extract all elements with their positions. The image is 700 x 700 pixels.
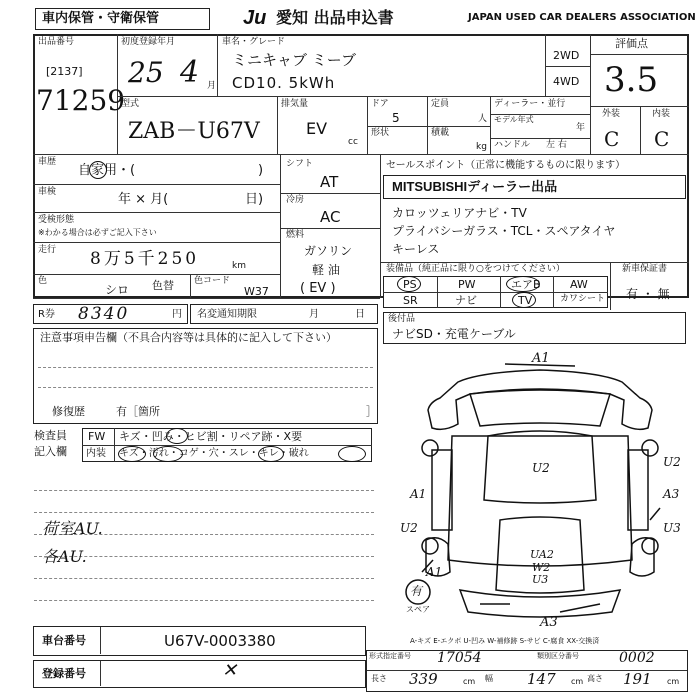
received-label: 受検形態 bbox=[38, 215, 75, 225]
mileage-label: 走行 bbox=[38, 245, 57, 255]
equip-aw: AW bbox=[570, 278, 588, 291]
length-unit: cm bbox=[463, 677, 476, 686]
mileage-value: 8万5千250 bbox=[90, 249, 200, 269]
aftermarket-value: ナビSD・充電ケーブル bbox=[392, 327, 516, 341]
dent-circle bbox=[166, 428, 188, 444]
equipment-label: 装備品（純正品に限り○をつけてください） bbox=[386, 264, 565, 274]
chassis-box bbox=[33, 626, 366, 656]
recycle-value: 8340 bbox=[78, 304, 130, 324]
spare-value: 有 bbox=[410, 584, 423, 598]
recycle-label: R券 bbox=[38, 309, 55, 320]
fw-items: キズ・凹み・ヒビ割・リペア跡・X要 bbox=[119, 430, 303, 443]
doors-value: 5 bbox=[392, 111, 400, 125]
shift-label: シフト bbox=[286, 159, 314, 169]
height-value: 191 bbox=[623, 670, 652, 688]
equip-kawa-seat: カワシート bbox=[560, 294, 606, 304]
lot-label: 出品番号 bbox=[38, 37, 75, 47]
equip-navi: ナビ bbox=[455, 294, 477, 307]
inspection-unit: 日) bbox=[245, 192, 264, 207]
model-year-unit: 年 bbox=[576, 123, 586, 133]
ps-circle bbox=[397, 276, 421, 292]
dimensions-box bbox=[366, 650, 688, 692]
car-grade: CD10. 5kWh bbox=[232, 74, 336, 92]
tv-circle bbox=[512, 292, 536, 308]
model-code-value: 17054 bbox=[437, 650, 482, 666]
width-value: 147 bbox=[527, 670, 556, 688]
notice-box bbox=[190, 304, 378, 324]
mark-u3-right: U3 bbox=[663, 521, 681, 535]
car-name-label: 車名・グレード bbox=[222, 37, 286, 47]
damage-legend: A-キズ E-エクボ U-凹み W-補修跡 S-サビ C-腐食 XX-交換済 bbox=[410, 637, 600, 645]
first-reg-year: 25 bbox=[128, 56, 164, 89]
notice-day: 日 bbox=[355, 309, 365, 320]
sales-headline-box bbox=[383, 175, 686, 199]
lot-number: 71259 bbox=[36, 84, 126, 117]
reg-number-label: 登録番号 bbox=[42, 667, 86, 680]
fuel-diesel: 軽 油 bbox=[312, 263, 340, 277]
interior-grade: C bbox=[654, 127, 670, 151]
type-code-label: 類別区分番号 bbox=[537, 652, 579, 660]
left-side-panel bbox=[432, 450, 452, 530]
model-code-label: 形式指定番号 bbox=[369, 652, 411, 660]
interior-row-label: 内装 bbox=[86, 448, 106, 459]
equip-ps: PS bbox=[403, 278, 417, 291]
spare-label: スペア bbox=[406, 605, 430, 614]
car-front-outline bbox=[428, 370, 652, 429]
lot-bracket: [2137] bbox=[46, 65, 83, 78]
color-code-label: 色コード bbox=[194, 276, 231, 286]
airbag-circle bbox=[506, 276, 540, 292]
load-label: 積載 bbox=[431, 128, 450, 138]
recycle-unit: 円 bbox=[172, 309, 182, 320]
equip-airbag: エアB bbox=[511, 278, 541, 291]
fuel-label: 燃料 bbox=[286, 230, 305, 240]
color-label: 色 bbox=[38, 276, 48, 286]
inspection-value: 年 × 月( bbox=[118, 192, 169, 207]
mark-ua2: UA2 bbox=[530, 548, 554, 561]
chassis-label: 車台番号 bbox=[42, 634, 86, 647]
int-tear-circle bbox=[338, 446, 366, 462]
drive-4wd: 4WD bbox=[553, 75, 580, 88]
sales-headline: MITSUBISHIディーラー出品 bbox=[392, 179, 558, 194]
reg-number-mark: ✕ bbox=[222, 660, 238, 681]
length-value: 339 bbox=[409, 670, 438, 688]
equip-sr: SR bbox=[403, 294, 418, 307]
sales-line-1: カロッツェリアナビ・TV bbox=[392, 206, 527, 220]
height-label: 高さ bbox=[587, 674, 603, 683]
displacement-unit: cc bbox=[348, 137, 358, 147]
warranty-value: 有 ・ 無 bbox=[626, 287, 670, 301]
wheel-front-right bbox=[642, 440, 658, 456]
rear-bumper bbox=[460, 590, 620, 617]
history-value: 自家用・( bbox=[78, 163, 136, 178]
mark-a1-left: A1 bbox=[410, 487, 427, 501]
repair-value: 有［箇所 bbox=[116, 405, 160, 418]
shape-label: 形状 bbox=[371, 128, 390, 138]
history-label: 車歴 bbox=[38, 157, 57, 167]
mark-u2-left: U2 bbox=[400, 521, 418, 535]
interior-label: 内装 bbox=[652, 109, 671, 119]
inspector-label-2: 記入欄 bbox=[34, 445, 67, 458]
aftermarket-label: 後付品 bbox=[388, 314, 416, 324]
fuel-gas: ガソリン bbox=[304, 244, 353, 258]
reg-number-box bbox=[33, 660, 366, 688]
ju-logo: Ju bbox=[243, 7, 267, 29]
mileage-unit: km bbox=[232, 261, 246, 271]
repair-label: 修復歴 bbox=[52, 405, 85, 418]
color-code-value: W37 bbox=[244, 285, 269, 298]
int-dirt-circle bbox=[153, 446, 183, 462]
mark-u2-side: U2 bbox=[663, 455, 681, 469]
history-close: ) bbox=[258, 163, 264, 178]
warranty-label: 新車保証書 bbox=[622, 264, 668, 274]
note-line-1: 荷室AU. bbox=[42, 519, 103, 538]
chassis-value: U67V-0003380 bbox=[164, 632, 276, 650]
wheel-rear-left bbox=[422, 538, 438, 554]
int-wear-circle bbox=[258, 446, 284, 462]
mark-a1-top: A1 bbox=[532, 351, 550, 366]
height-unit: cm bbox=[667, 677, 680, 686]
width-label: 幅 bbox=[485, 674, 493, 683]
interior-items: キズ・汚れ・コゲ・穴・スレ・キレ・破れ bbox=[119, 448, 309, 459]
color-change-label: 色替 bbox=[152, 279, 174, 292]
shift-value: AT bbox=[320, 173, 339, 191]
first-reg-label: 初度登録年月 bbox=[121, 37, 176, 47]
score-value: 3.5 bbox=[604, 60, 659, 100]
right-side-panel bbox=[628, 450, 648, 530]
private-use-circle bbox=[89, 161, 107, 179]
aftermarket-box bbox=[383, 312, 686, 344]
displacement-value: EV bbox=[306, 119, 328, 138]
remarks-label: 注意事項申告欄（不具合内容等は具体的に記入して下さい） bbox=[40, 331, 337, 344]
wheel-rear-right bbox=[642, 538, 658, 554]
fuel-ev: ( EV ) bbox=[300, 281, 336, 296]
org-title: 愛知 出品申込書 bbox=[276, 8, 394, 27]
month-unit: 月 bbox=[207, 81, 217, 91]
car-name: ミニキャブ ミーブ bbox=[232, 51, 357, 69]
int-scratch-circle bbox=[118, 446, 146, 462]
note-line-2: 各AU. bbox=[42, 547, 87, 566]
capacity-unit: 人 bbox=[478, 114, 488, 124]
color-value: シロ bbox=[105, 283, 130, 297]
mark-u2-center: U2 bbox=[532, 461, 550, 475]
dealer-label: ディーラー・並行 bbox=[494, 99, 566, 109]
model-year-label: モデル年式 bbox=[494, 115, 534, 124]
equip-pw: PW bbox=[458, 278, 476, 291]
inspection-label: 車検 bbox=[38, 187, 57, 197]
score-label: 評価点 bbox=[615, 37, 648, 50]
wheel-front-left bbox=[422, 440, 438, 456]
load-unit: kg bbox=[476, 142, 487, 152]
length-label: 長さ bbox=[371, 674, 387, 683]
exterior-label: 外装 bbox=[602, 109, 621, 119]
drive-2wd: 2WD bbox=[553, 49, 580, 62]
displacement-label: 排気量 bbox=[281, 99, 309, 109]
mark-u3b: U3 bbox=[532, 573, 549, 586]
notice-month: 月 bbox=[309, 309, 319, 320]
capacity-label: 定員 bbox=[431, 99, 450, 109]
sales-line-3: キーレス bbox=[392, 242, 440, 256]
mark-a3-bottom: A3 bbox=[540, 615, 558, 630]
doors-label: ドア bbox=[371, 99, 389, 109]
sales-line-2: プライバシーガラス・TCL・スペアタイヤ bbox=[392, 224, 616, 238]
storage-box bbox=[35, 8, 210, 30]
sales-label: セールスポイント（正常に機能するものに限ります） bbox=[386, 160, 626, 171]
repair-close: ］ bbox=[366, 405, 377, 418]
windshield-top bbox=[470, 389, 610, 426]
mark-a3-right: A3 bbox=[663, 487, 680, 501]
fw-label: FW bbox=[88, 430, 106, 443]
storage-label: 車内保管・守衛保管 bbox=[42, 11, 160, 26]
mark-a1-low: A1 bbox=[426, 565, 443, 579]
equip-tv: TV bbox=[518, 294, 533, 307]
received-note: ※わかる場合は必ずご記入下さい bbox=[38, 228, 157, 237]
recycle-box bbox=[33, 304, 188, 324]
handle-label: ハンドル bbox=[494, 140, 531, 150]
notice-label: 名変通知期限 bbox=[197, 309, 257, 320]
first-reg-month: 4 bbox=[180, 55, 200, 90]
type-code-value: 0002 bbox=[619, 650, 655, 666]
right-rear-fender bbox=[630, 538, 654, 576]
handle-value: 左 右 bbox=[546, 140, 567, 150]
org-subtitle: JAPAN USED CAR DEALERS ASSOCIATION bbox=[468, 12, 696, 23]
aircon-label: 冷房 bbox=[286, 195, 305, 205]
inspector-label-1: 検査員 bbox=[34, 429, 67, 442]
remarks-box bbox=[33, 328, 378, 424]
car-body-top bbox=[448, 436, 632, 566]
width-unit: cm bbox=[571, 677, 584, 686]
exterior-grade: C bbox=[604, 127, 620, 151]
mark-w2: W2 bbox=[532, 561, 551, 574]
model-label: 型式 bbox=[121, 99, 140, 109]
model-value: ZAB－U67V bbox=[128, 119, 260, 144]
aircon-value: AC bbox=[320, 208, 341, 226]
